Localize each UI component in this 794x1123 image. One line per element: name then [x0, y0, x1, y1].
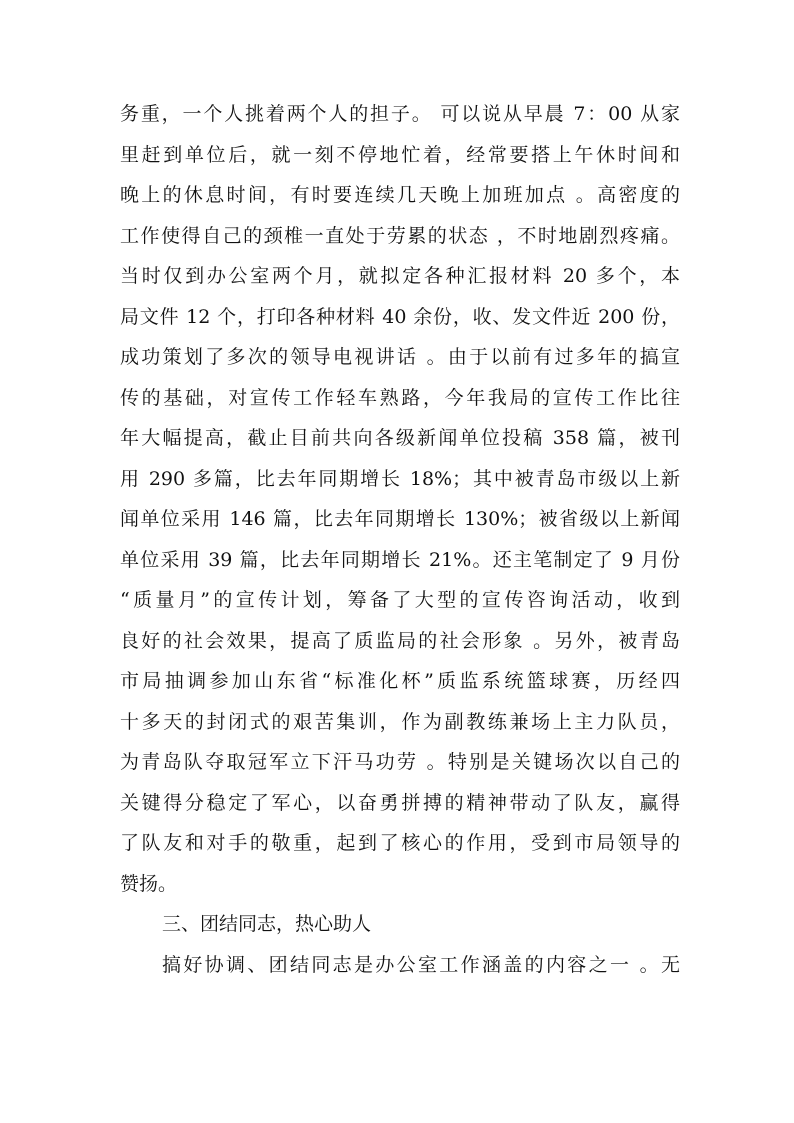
document-body	[120, 94, 680, 985]
paragraph-line: 传的基础，对宣传工作轻车熟路，今年我局的宣传工作比往	[120, 386, 680, 409]
paragraph-line: 用 290 多篇，比去年同期增长 18%；其中被青岛市级以上新	[120, 467, 680, 490]
paragraph-line: 务重，一个人挑着两个人的担子。 可以说从早晨 7：00 从家	[120, 103, 680, 125]
paragraph-line: 十多天的封闭式的艰苦集训，作为副教练兼场上主力队员，	[120, 710, 680, 733]
paragraph-line: 里赶到单位后，就一刻不停地忙着，经常要搭上午休时间和	[120, 143, 680, 166]
paragraph-line: 局文件 12 个，打印各种材料 40 余份，收、发文件近 200 份，	[120, 305, 680, 328]
paragraph-line: 关键得分稳定了军心，以奋勇拼搏的精神带动了队友，赢得	[120, 791, 680, 814]
paragraph-line: 搞好协调、团结同志是办公室工作涵盖的内容之一 。无	[162, 953, 680, 976]
paragraph-line: 单位采用 39 篇，比去年同期增长 21%。还主笔制定了 9 月份	[120, 548, 680, 571]
paragraph-line: 闻单位采用 146 篇，比去年同期增长 130%；被省级以上新闻	[120, 508, 680, 530]
paragraph-line: 年大幅提高，截止目前共向各级新闻单位投稿 358 篇，被刊	[120, 427, 680, 449]
paragraph-line: 了队友和对手的敬重，起到了核心的作用，受到市局领导的	[120, 832, 680, 854]
paragraph-line: 晚上的休息时间，有时要连续几天晚上加班加点 。高密度的	[120, 184, 680, 206]
paragraph-line: 工作使得自己的颈椎一直处于劳累的状态 ，不时地剧烈疼痛。	[120, 224, 680, 247]
section-heading: 三、团结同志，热心助人	[162, 913, 372, 935]
paragraph-line: 市局抽调参加山东省“标准化杯”质监系统篮球赛，历经四	[120, 670, 680, 692]
paragraph-line: 赞扬。	[120, 872, 178, 895]
paragraph-line: “质量月”的宣传计划，筹备了大型的宣传咨询活动，收到	[120, 589, 680, 611]
paragraph-line: 为青岛队夺取冠军立下汗马功劳 。特别是关键场次以自己的	[120, 751, 680, 773]
paragraph-line: 当时仅到办公室两个月，就拟定各种汇报材料 20 多个，本	[120, 265, 680, 287]
paragraph-line: 良好的社会效果，提高了质监局的社会形象 。另外，被青岛	[120, 629, 680, 652]
paragraph-line: 成功策划了多次的领导电视讲话 。由于以前有过多年的搞宣	[120, 346, 680, 368]
